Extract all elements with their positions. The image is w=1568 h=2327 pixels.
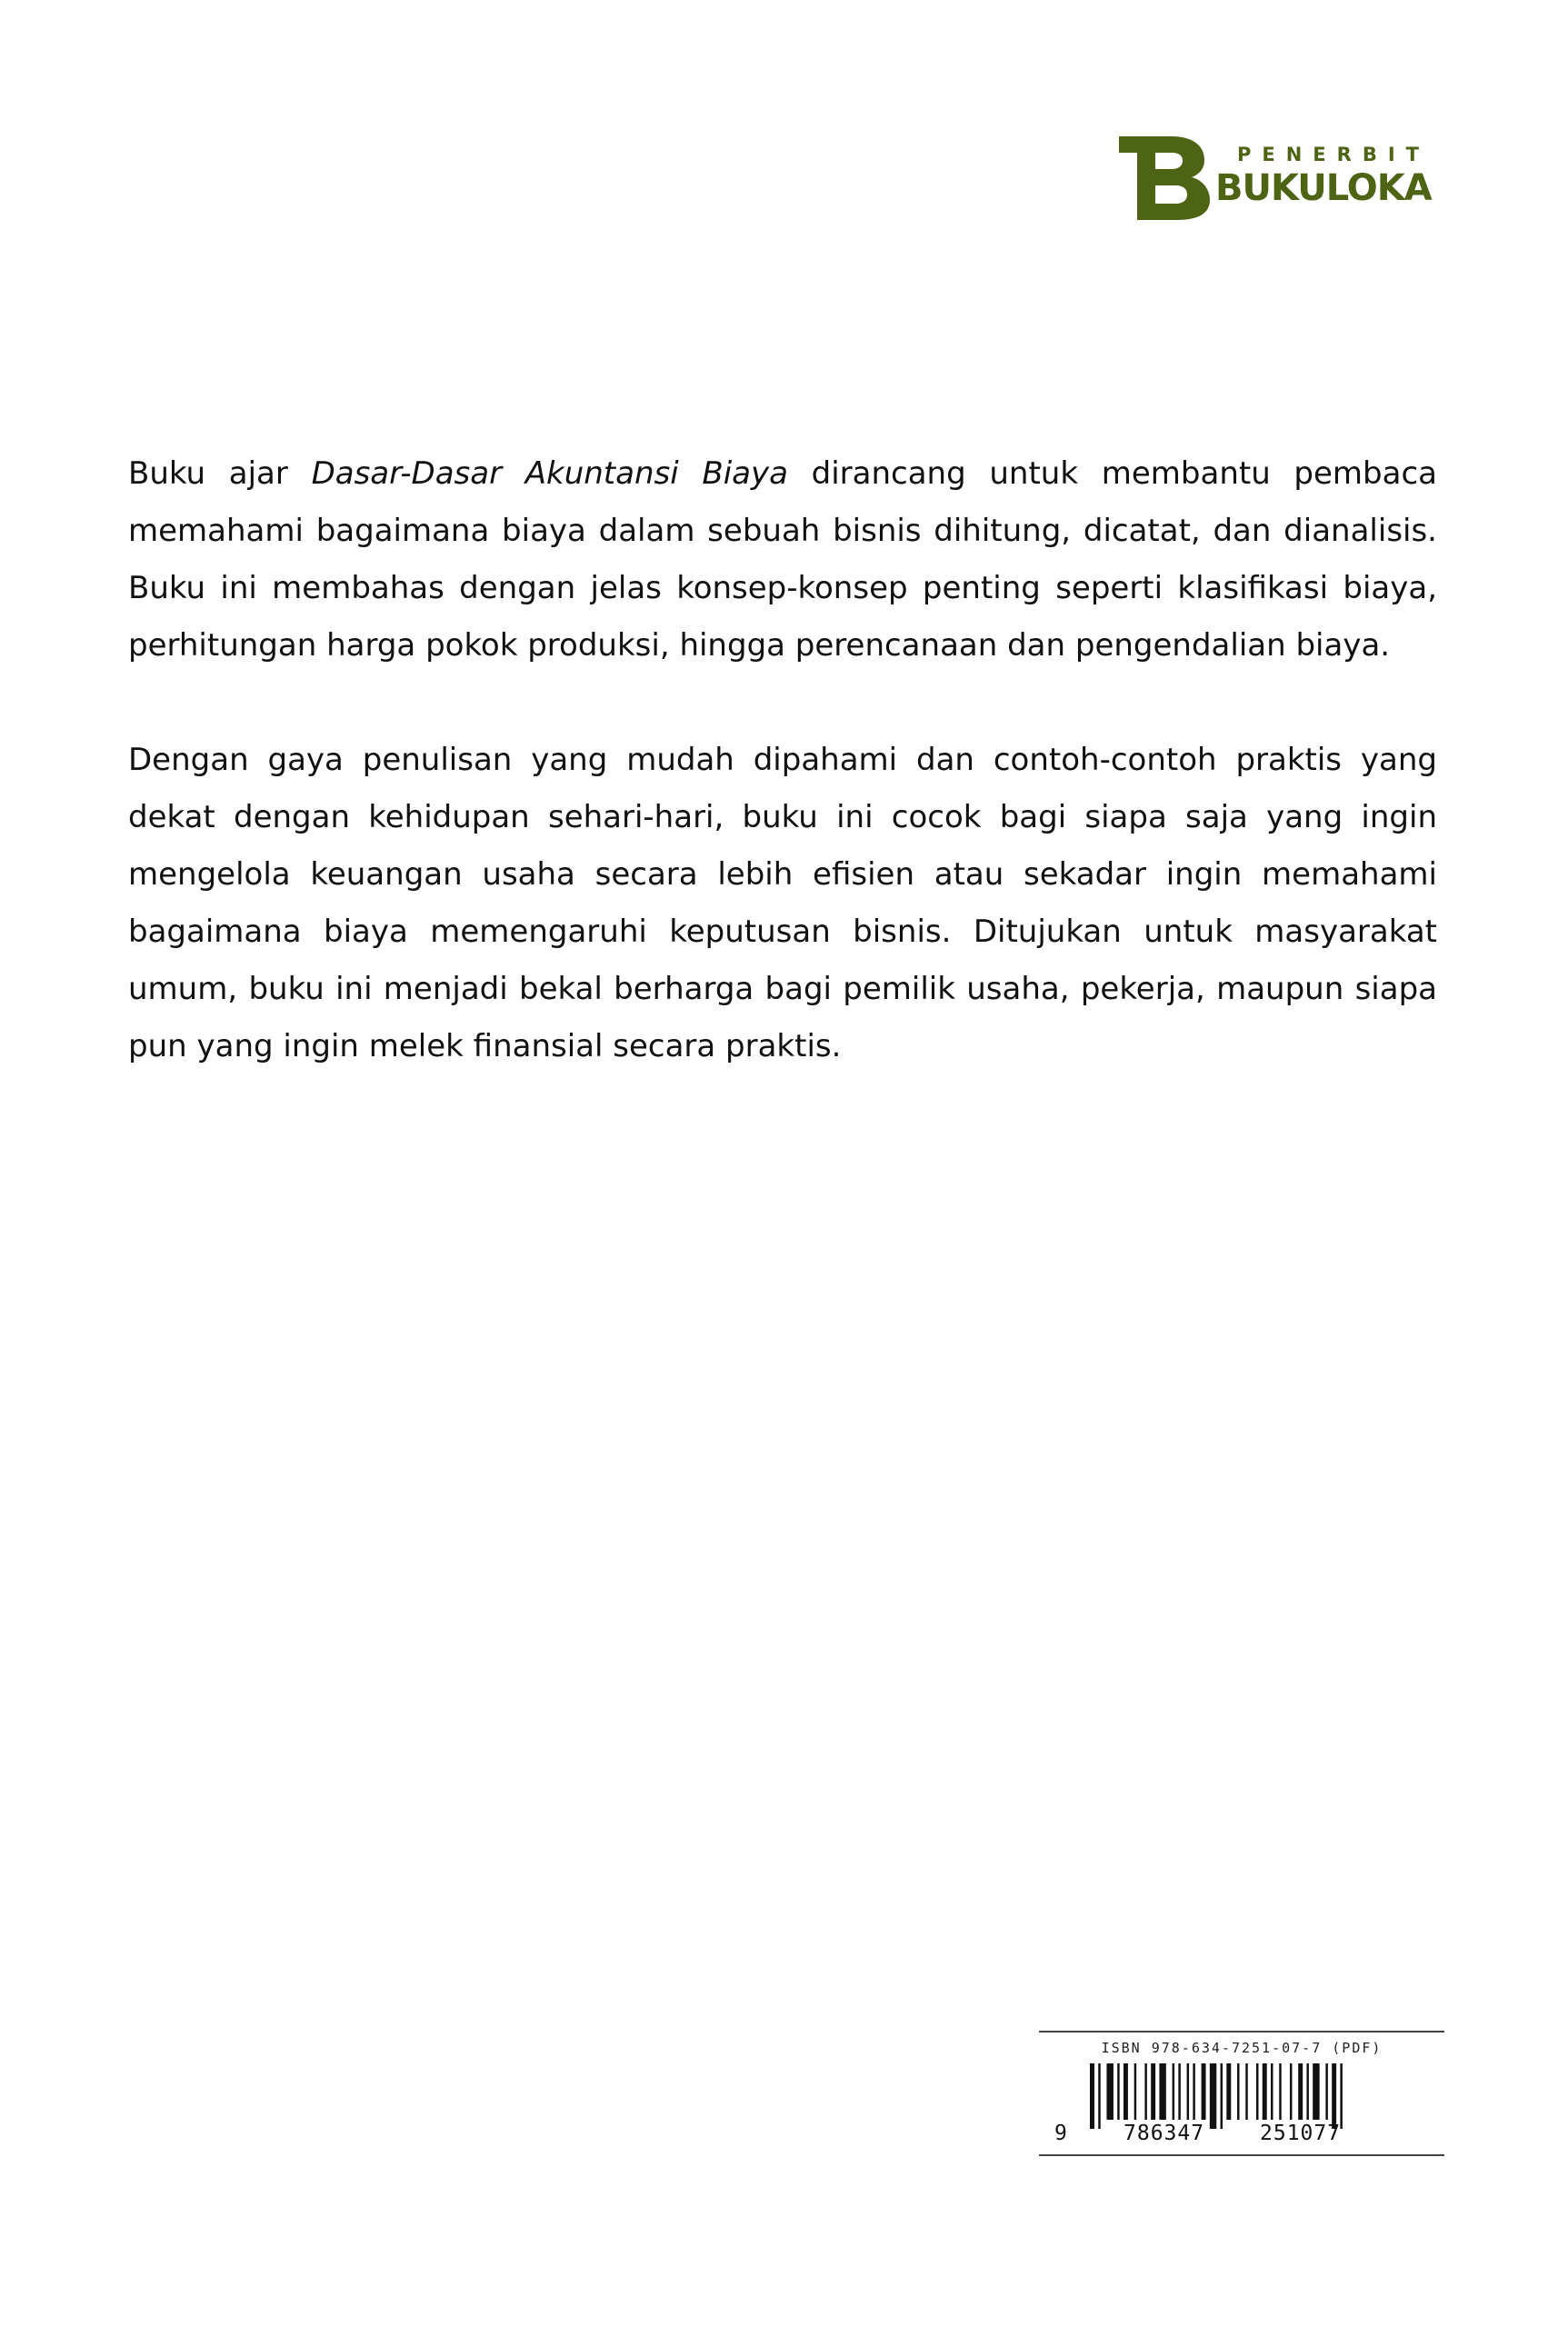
publisher-label: PENERBIT — [1237, 144, 1430, 165]
isbn-bottom-rule — [1039, 2154, 1444, 2156]
barcode-icon — [1090, 2063, 1363, 2129]
isbn-label: ISBN 978-634-7251-07-7 (PDF) — [1101, 2040, 1383, 2056]
barcode-digits-left: 786347 — [1124, 2122, 1205, 2145]
book-blurb — [128, 445, 1437, 1075]
barcode-digit-first: 9 — [1054, 2122, 1068, 2145]
publisher-name: BUKULOKA — [1215, 167, 1432, 209]
blurb-p1-intro: Buku ajar — [128, 455, 312, 492]
isbn-top-rule — [1039, 2031, 1444, 2032]
book-title: Dasar-Dasar Akuntansi Biaya — [311, 455, 788, 492]
blurb-paragraph-1 — [128, 445, 1437, 674]
blurb-p1-body: dirancang untuk membantu pembaca memahami bagaimana biaya dalam sebuah bisnis dihitung, dicatat, dan dianalisis. Buku ini membahas dengan jelas konsep-konsep penting seperti klasifikasi biaya, perhitungan harga pokok produksi, hingga perencanaan dan pengendalian biaya. — [128, 455, 1438, 664]
isbn-barcode-block — [1039, 2031, 1444, 2156]
bukuloka-b-logo-icon — [1119, 135, 1210, 222]
barcode-digits-right: 251077 — [1260, 2122, 1342, 2145]
blurb-paragraph-2: Dengan gaya penulisan yang mudah dipahami dan contoh-contoh praktis yang dekat dengan kehidupan sehari-hari, buku ini cocok bagi siapa saja yang ingin mengelola keuangan usaha secara lebih efisien atau sekadar ingin memahami bagaimana biaya memengaruhi keputusan bisnis. Ditujukan untuk masyarakat umum, buku ini menjadi bekal berharga bagi pemilik usaha, pekerja, maupun siapa pun yang ingin melek finansial secara praktis. — [128, 742, 1437, 1064]
publisher-logo — [1119, 135, 1446, 222]
